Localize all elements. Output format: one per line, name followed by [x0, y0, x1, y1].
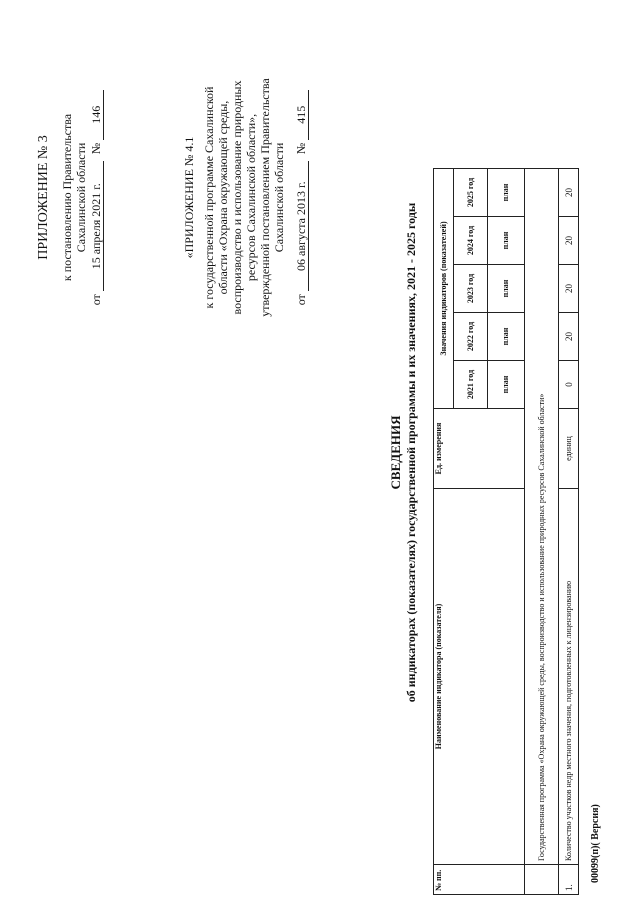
appendix-4-1-line-4: ресурсов Сахалинской области», [244, 113, 258, 282]
appendix-4-1-line-1: к государственной программе Сахалинской [202, 86, 216, 309]
appendix-4-1-number: 415 [295, 90, 309, 140]
row-1-value-2025: 20 [559, 169, 579, 217]
year-2024-header: 2024 год [454, 217, 488, 265]
table-row [559, 169, 579, 895]
year-2021-header: 2021 год [454, 361, 488, 409]
plan-label-2023: план [488, 265, 525, 313]
row-1-name: Количество участков недр местного значения, подготовленных к лицензированию [559, 489, 579, 865]
year-2025-header: 2025 год [454, 169, 488, 217]
column-header-unit: Ед. измерения [434, 409, 525, 489]
appendix-3-line-1: к постановлению Правительства [60, 113, 74, 282]
program-row-number-cell [525, 865, 559, 895]
appendix-4-1-block [182, 5, 309, 390]
appendix-3-date: 15 апреля 2021 г. [90, 161, 104, 291]
year-2022-header: 2022 год [454, 313, 488, 361]
indicators-table [433, 168, 579, 895]
appendix-4-1-line-3: воспроизводство и использование природных [230, 80, 244, 315]
row-1-value-2022: 20 [559, 313, 579, 361]
program-row-title: Государственная программа «Охрана окружающей среды, воспроизводство и использование природных ресурсов Сахалинской области» [525, 169, 559, 865]
row-1-unit: единиц [559, 409, 579, 489]
row-1-number: 1. [559, 865, 579, 895]
document-subtitle: об индикаторах (показателях) государственной программы и их значениях, 2021 - 2025 годы [404, 202, 418, 703]
table-header-row [434, 169, 454, 895]
document-title: СВЕДЕНИЯ [388, 415, 403, 490]
appendix-4-1-from-label: от [294, 294, 308, 306]
appendix-3-line-2: Сахалинской области [74, 142, 88, 253]
appendix-4-1-number-label: № [294, 142, 308, 155]
program-row [525, 169, 559, 895]
appendix-3-date-line [89, 5, 104, 390]
appendix-4-1-line-6: Сахалинской области [272, 142, 286, 253]
appendix-3-from-label: от [89, 294, 103, 306]
plan-label-2022: план [488, 313, 525, 361]
plan-label-2025: план [488, 169, 525, 217]
year-2023-header: 2023 год [454, 265, 488, 313]
appendix-3-title: ПРИЛОЖЕНИЕ № 3 [36, 135, 51, 260]
row-1-value-2023: 20 [559, 265, 579, 313]
column-header-values: Значения индикаторов (показателей) [434, 169, 454, 409]
appendix-3-number-label: № [89, 142, 103, 155]
column-header-name: Наименование индикатора (показателя) [434, 489, 525, 865]
appendix-4-1-date-line [294, 5, 309, 390]
row-1-value-2024: 20 [559, 217, 579, 265]
appendix-4-1-date: 06 августа 2013 г. [295, 161, 309, 291]
appendix-3-number: 146 [90, 90, 104, 140]
appendix-3-block [30, 5, 104, 390]
column-header-number: № пп. [434, 865, 525, 895]
plan-label-2024: план [488, 217, 525, 265]
appendix-4-1-title: «ПРИЛОЖЕНИЕ № 4.1 [182, 136, 196, 259]
appendix-4-1-line-2: области «Охрана окружающей среды, [216, 100, 230, 295]
appendix-4-1-line-5: утвержденной постановлением Правительства [258, 78, 272, 317]
document-version-footer: 00099(п)( Версия) [590, 804, 601, 883]
plan-label-2021: план [488, 361, 525, 409]
row-1-value-2021: 0 [559, 361, 579, 409]
